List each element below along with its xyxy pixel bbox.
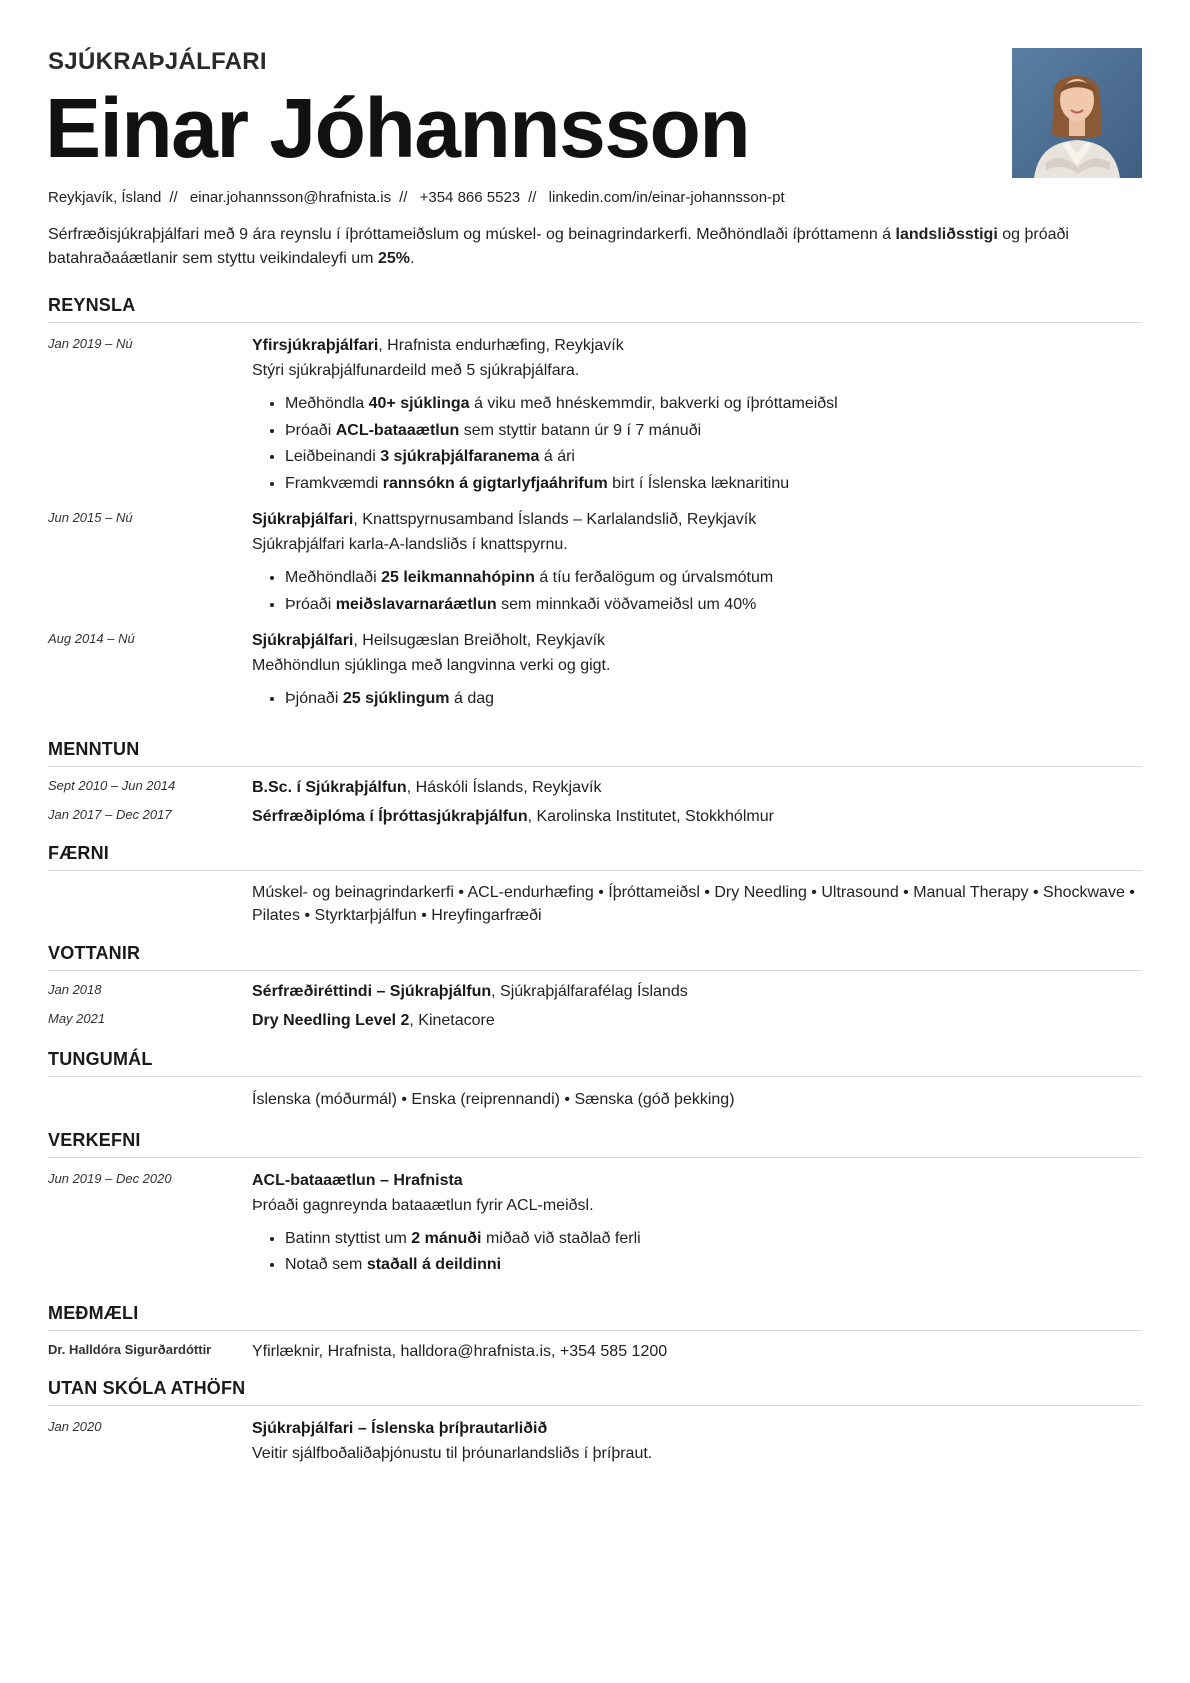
entry-school: , Karolinska Institutet, Stokkhólmur xyxy=(527,807,774,825)
activity-description: Veitir sjálfboðaliðaþjónustu til þróunarlandsliðs í þríþraut. xyxy=(252,1444,653,1462)
section-title: VERKEFNI xyxy=(48,1130,1142,1158)
reference-entry xyxy=(48,1339,1142,1364)
profile-photo xyxy=(1012,48,1142,178)
entry-certificate: Sérfræðiréttindi – Sjúkraþjálfun xyxy=(252,982,492,1000)
contact-line xyxy=(48,189,793,206)
entry-bullets xyxy=(252,391,1142,497)
person-portrait-icon xyxy=(1012,48,1142,178)
entry-date: Jan 2019 – Nú xyxy=(48,336,133,351)
summary-text: og þróaði batahraðaáætlanir sem styttu veikindaleyfi um xyxy=(48,226,1069,267)
entry-certificate: Dry Needling Level 2 xyxy=(252,1011,410,1029)
entry-description: Stýri sjúkraþjálfunardeild með 5 sjúkraþjálfara. xyxy=(252,362,580,379)
list-item: • Þróaði ACL-bataaætlun sem styttir batann úr 9 í 7 mánuði xyxy=(285,418,1142,445)
summary-highlight: 25% xyxy=(377,250,410,267)
resume-header xyxy=(45,0,1142,280)
entry-org: , Knattspyrnusamband Íslands – Karlalandslið, Reykjavík xyxy=(353,511,757,528)
contact-phone[interactable]: +354 866 5523 xyxy=(419,189,521,206)
certification-entry xyxy=(48,1008,1142,1033)
contact-email[interactable]: einar.johannsson@hrafnista.is xyxy=(189,189,392,206)
experience-entry xyxy=(48,507,1142,618)
experience-section xyxy=(48,295,1142,713)
contact-linkedin[interactable]: linkedin.com/in/einar-johannsson-pt xyxy=(548,189,785,206)
languages-section xyxy=(48,1049,1142,1112)
experience-entry xyxy=(48,333,1142,497)
list-item: • Meðhöndlaði 25 leikmannahópinn á tíu ferðalögum og úrvalsmótum xyxy=(285,565,1142,592)
list-item: • Þróaði meiðslavarnaráætlun sem minnkaði vöðvameiðsl um 40% xyxy=(285,592,1142,619)
entry-date: Jan 2017 – Dec 2017 xyxy=(48,806,172,822)
list-item: • Þjónaði 25 sjúklingum á dag xyxy=(285,686,1142,713)
entry-role: Sjúkraþjálfari xyxy=(252,632,354,649)
entry-date: May 2021 xyxy=(48,1010,106,1026)
entry-description: Sjúkraþjálfari karla-A-landsliðs í knattspyrnu. xyxy=(252,536,568,553)
entry-description: Meðhöndlun sjúklinga með langvinna verki og gigt. xyxy=(252,657,611,674)
section-title: VOTTANIR xyxy=(48,943,1142,971)
entry-date: Jan 2018 xyxy=(48,981,102,997)
skills-row xyxy=(48,881,1142,927)
contact-location: Reykjavík, Ísland xyxy=(48,189,162,206)
languages-row xyxy=(48,1087,1142,1112)
section-title: FÆRNI xyxy=(48,843,1142,871)
project-bullets xyxy=(252,1226,1142,1279)
contact-separator: // xyxy=(399,189,408,206)
project-name: ACL-bataaætlun – Hrafnista xyxy=(252,1171,463,1189)
skills-list: Múskel- og beinagrindarkerfi • ACL-endurhæfing • Íþróttameiðsl • Dry Needling • Ultrasound • Manual Therapy • Shockwave • Pilates • Styrktarþjálfun • Hreyfingarfræði xyxy=(252,883,1135,924)
entry-date: Aug 2014 – Nú xyxy=(48,631,135,646)
contact-separator: // xyxy=(169,189,178,206)
section-title: REYNSLA xyxy=(48,295,1142,323)
entry-date-empty xyxy=(48,881,252,927)
project-description: Þróaði gagnreynda bataaætlun fyrir ACL-meiðsl. xyxy=(252,1196,594,1214)
education-section xyxy=(48,739,1142,829)
entry-org: , Heilsugæslan Breiðholt, Reykjavík xyxy=(353,632,606,649)
extracurricular-section xyxy=(48,1378,1142,1466)
list-item: • Meðhöndla 40+ sjúklinga á viku með hnéskemmdir, bakverki og íþróttameiðsl xyxy=(285,391,1142,418)
list-item: • Framkvæmdi rannsókn á gigtarlyfjaáhrifum birt í Íslenska læknaritinu xyxy=(285,471,1142,498)
experience-entry xyxy=(48,628,1142,713)
languages-list: Íslenska (móðurmál) • Enska (reiprennandi) • Sænska (góð þekking) xyxy=(252,1090,735,1108)
entry-bullets xyxy=(252,686,1142,713)
summary-highlight: landsliðsstigi xyxy=(895,226,998,243)
entry-issuer: , Sjúkraþjálfarafélag Íslands xyxy=(491,982,688,1000)
reference-name: Dr. Halldóra Sigurðardóttir xyxy=(48,1341,212,1357)
entry-date: Sept 2010 – Jun 2014 xyxy=(48,777,176,793)
entry-date: Jun 2015 – Nú xyxy=(48,510,133,525)
job-title: SJÚKRAÞJÁLFARI xyxy=(48,48,267,75)
section-title: MENNTUN xyxy=(48,739,1142,767)
summary-text: Sérfræðisjúkraþjálfari með 9 ára reynslu í íþróttameiðslum og múskel- og beinagrindarkerfi. Meðhöndlaði íþróttamenn á xyxy=(48,226,896,243)
section-title: UTAN SKÓLA ATHÖFN xyxy=(48,1378,1142,1406)
contact-separator: // xyxy=(528,189,537,206)
references-section xyxy=(48,1303,1142,1364)
entry-school: , Háskóli Íslands, Reykjavík xyxy=(406,778,602,796)
extracurricular-entry xyxy=(48,1416,1142,1466)
projects-section xyxy=(48,1130,1142,1279)
list-item: • Batinn styttist um 2 mánuði miðað við staðlað ferli xyxy=(285,1226,1142,1253)
certifications-section xyxy=(48,943,1142,1033)
entry-issuer: , Kinetacore xyxy=(409,1011,495,1029)
candidate-name: Einar Jóhannsson xyxy=(45,81,750,175)
entry-date: Jun 2019 – Dec 2020 xyxy=(48,1170,172,1186)
entry-role: Sjúkraþjálfari xyxy=(252,511,354,528)
entry-bullets xyxy=(252,565,1142,618)
entry-org: , Hrafnista endurhæfing, Reykjavík xyxy=(378,337,624,354)
reference-details: Yfirlæknir, Hrafnista, halldora@hrafnista.is, +354 585 1200 xyxy=(252,1342,668,1360)
section-title: TUNGUMÁL xyxy=(48,1049,1142,1077)
entry-degree: Sérfræðiplóma í Íþróttasjúkraþjálfun xyxy=(252,807,528,825)
list-item: • Leiðbeinandi 3 sjúkraþjálfaranema á ári xyxy=(285,444,1142,471)
certification-entry xyxy=(48,979,1142,1004)
education-entry xyxy=(48,804,1142,829)
activity-name: Sjúkraþjálfari – Íslenska þríþrautarliðið xyxy=(252,1419,548,1437)
skills-section xyxy=(48,843,1142,927)
summary-text: . xyxy=(409,250,415,267)
entry-date: Jan 2020 xyxy=(48,1418,102,1434)
section-title: MEÐMÆLI xyxy=(48,1303,1142,1331)
entry-degree: B.Sc. í Sjúkraþjálfun xyxy=(252,778,407,796)
list-item: • Notað sem staðall á deildinni xyxy=(285,1252,1142,1279)
entry-date-empty xyxy=(48,1087,252,1112)
profile-summary xyxy=(48,223,1142,271)
project-entry xyxy=(48,1168,1142,1279)
education-entry xyxy=(48,775,1142,800)
entry-role: Yfirsjúkraþjálfari xyxy=(252,337,379,354)
